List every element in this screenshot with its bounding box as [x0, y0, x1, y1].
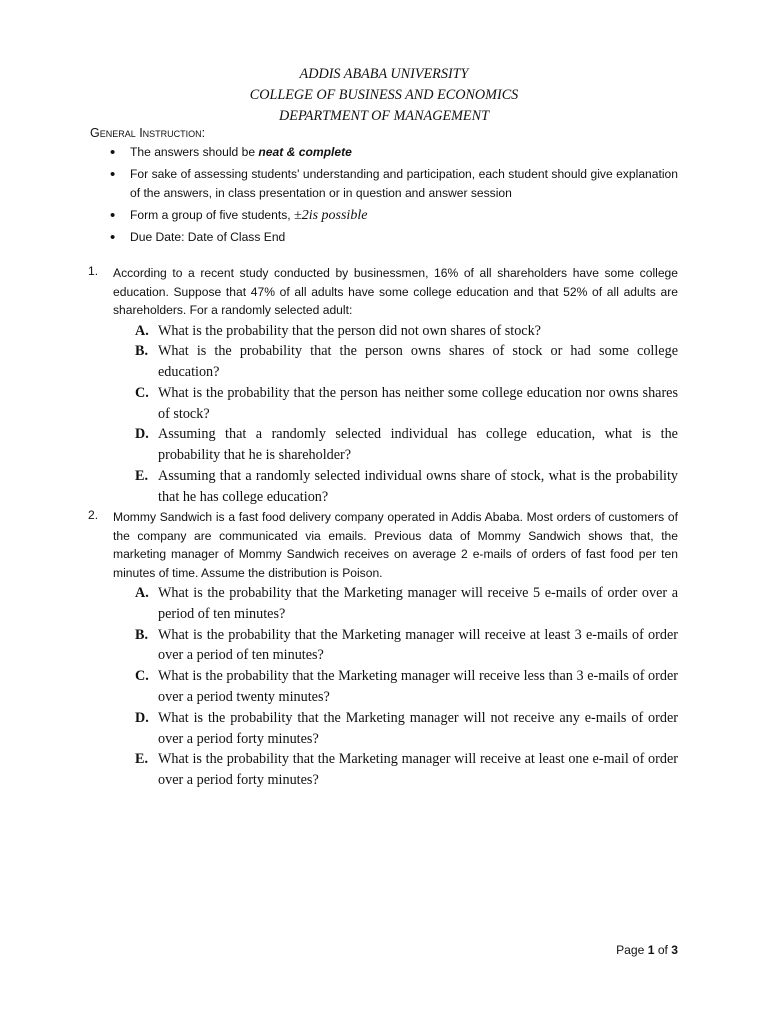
sub-question — [88, 341, 678, 383]
sub-question-text: Assuming that a randomly selected individual has college education, what is the probability that he is shareholder? — [158, 426, 678, 464]
sub-question-text: What is the probability that the Marketing manager will receive 5 e-mails of order over a period of ten minutes? — [158, 585, 678, 622]
sub-question-letter: B. — [135, 626, 149, 643]
instruction-item — [110, 228, 678, 247]
sub-question-text: What is the probability that the person owns shares of stock or had some college education? — [158, 343, 678, 381]
sub-question — [88, 625, 678, 667]
sub-question — [88, 466, 678, 508]
sub-question-text: What is the probability that the person has neither some college education nor owns shares of stock? — [158, 384, 678, 422]
sub-question-letter: E. — [135, 468, 149, 485]
question-number: 2. — [88, 508, 99, 522]
question-number: 1. — [88, 264, 99, 278]
sub-question — [88, 583, 678, 625]
general-instruction-title: General Instruction: — [90, 126, 206, 140]
sub-question — [88, 383, 678, 425]
sub-question-text: What is the probability that the person did not own shares of stock? — [158, 322, 541, 339]
instruction-text: The answers should be — [130, 145, 259, 159]
document-header — [90, 64, 678, 127]
sub-question-letter: C. — [135, 384, 149, 401]
question-2 — [88, 508, 678, 791]
sub-question-letter: D. — [135, 709, 149, 726]
page-of-label: of — [654, 943, 672, 957]
sub-question-text: What is the probability that the Marketing manager will not receive any e-mails of order over a period forty minutes? — [158, 709, 678, 747]
sub-question-letter: B. — [135, 343, 149, 360]
sub-question — [88, 666, 678, 708]
department-name: DEPARTMENT OF MANAGEMENT — [279, 108, 489, 124]
sub-question — [88, 424, 678, 466]
sub-question-letter: A. — [135, 322, 149, 339]
question-1 — [88, 264, 678, 508]
page-number: 1 — [647, 943, 655, 957]
sub-question-letter: D. — [135, 426, 149, 443]
question-text: Mommy Sandwich is a fast food delivery company operated in Addis Ababa. Most orders of customers of the company are communicated via emails. Previous data of Mommy Sandwich shows that, the marketing manager of Mommy Sandwich receives on average 2 e-mails of orders of fast food per ten minutes of time. Assume the distribution is Poison. — [113, 510, 678, 580]
sub-question — [88, 749, 678, 791]
instruction-emphasis: neat & complete — [258, 145, 352, 159]
question-text: According to a recent study conducted by businessmen, 16% of all shareholders have some college education. Suppose that 47% of all adults have some college education and that 52% of all adults are shareholders. For a randomly selected adult: — [113, 266, 678, 317]
instruction-math: ±2is possible — [294, 208, 368, 223]
instruction-text: For sake of assessing students' understanding and participation, each student should give explanation of the answers, in class presentation or in question and answer session — [130, 167, 678, 200]
sub-question-list — [88, 321, 678, 508]
sub-question-letter: E. — [135, 751, 149, 768]
instruction-item — [110, 143, 678, 162]
page-footer — [616, 943, 678, 957]
sub-question — [88, 708, 678, 750]
sub-question-list — [88, 583, 678, 791]
sub-question-text: What is the probability that the Marketing manager will receive at least 3 e-mails of order over a period of ten minutes? — [158, 626, 678, 664]
page-label: Page — [616, 943, 648, 957]
instruction-text: Due Date: Date of Class End — [130, 230, 286, 244]
instruction-text: Form a group of five students, — [130, 208, 295, 222]
college-name: COLLEGE OF BUSINESS AND ECONOMICS — [249, 87, 519, 103]
sub-question — [88, 321, 678, 342]
sub-question-letter: C. — [135, 668, 149, 685]
sub-question-text: What is the probability that the Marketing manager will receive at least one e-mail of order over a period forty minutes? — [158, 751, 678, 789]
instruction-item — [110, 206, 678, 225]
total-pages: 3 — [671, 943, 678, 957]
instruction-list — [110, 143, 678, 250]
sub-question-text: Assuming that a randomly selected individual owns share of stock, what is the probability that he has college education? — [158, 468, 678, 505]
sub-question-letter: A. — [135, 585, 149, 601]
instruction-item — [110, 165, 678, 203]
sub-question-text: What is the probability that the Marketing manager will receive less than 3 e-mails of order over a period twenty minutes? — [158, 668, 678, 705]
university-name: ADDIS ABABA UNIVERSITY — [299, 66, 469, 82]
